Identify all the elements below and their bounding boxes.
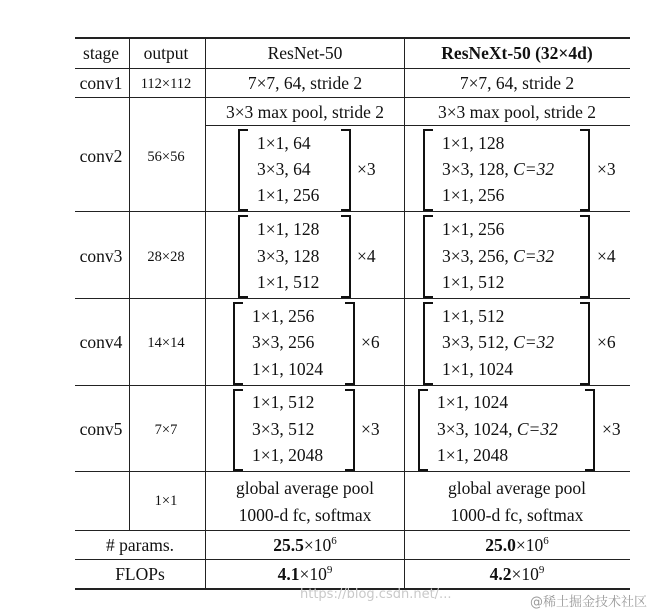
flops-resnet-unit: ×10 [299,564,327,584]
resnext-conv2-line1: 1×1, 128 [442,133,505,153]
flops-resnet-exponent: 9 [326,564,333,576]
rule-pool [205,125,630,126]
flops-resnext-exponent: 9 [538,564,545,576]
resnet-conv2-line2: 3×3, 64 [257,159,311,179]
bracket-left [238,215,248,298]
bracket-left [423,215,433,298]
bracket-right [585,389,595,471]
resnext-conv1: 7×7, 64, stride 2 [459,73,575,93]
resnet-conv2-line1: 1×1, 64 [257,133,311,153]
resnext-conv2-line2-text: 3×3, 128, [442,159,514,179]
flops-resnext [490,564,545,587]
params-resnext-value: 25.0 [485,535,516,555]
resnext-conv3-line1: 1×1, 256 [442,219,505,239]
resnext-conv4-line1: 1×1, 512 [442,306,505,326]
stage-conv5: conv5 [79,419,123,439]
stage-conv4: conv4 [79,332,123,352]
params-resnet [273,535,337,558]
col-rule-resnet [404,37,405,588]
rule-conv2 [75,211,630,212]
resnext-conv5-line2 [437,419,558,439]
resnext-conv2-mult: ×3 [597,159,616,179]
resnext-conv3-mult: ×4 [597,246,616,266]
resnet-conv5-line2: 3×3, 512 [252,419,315,439]
rule-final [75,530,630,531]
resnet-conv1: 7×7, 64, stride 2 [247,73,363,93]
bracket-right [345,389,355,471]
resnet-conv2-mult: ×3 [357,159,376,179]
rule-params [75,559,630,560]
resnext-conv5-line3: 1×1, 2048 [437,445,509,465]
resnext-conv3-line2-text: 3×3, 256, [442,246,514,266]
bracket-left [418,389,428,471]
params-resnext [485,535,549,558]
resnet-conv2-line3: 1×1, 256 [257,185,320,205]
resnet-conv5-line3: 1×1, 2048 [252,445,324,465]
bracket-left [233,302,243,385]
params-resnet-exponent: 6 [331,535,337,547]
stage-conv2: conv2 [79,146,123,166]
resnext-conv5-line2-text: 3×3, 1024, [437,419,517,439]
output-final: 1×1 [154,493,178,509]
flops-resnet-value: 4.1 [277,564,300,584]
flops-label: FLOPs [115,564,165,584]
resnet-conv5-line1: 1×1, 512 [252,392,315,412]
header-stage: stage [83,43,119,63]
resnet-conv3-line2: 3×3, 128 [257,246,320,266]
col-rule-output [205,37,206,588]
flops-resnext-unit: ×10 [511,564,539,584]
params-resnet-value: 25.5 [273,535,304,555]
resnet-final-line1: global average pool [235,478,375,498]
resnext-conv3-line2 [442,246,554,266]
resnext-conv2-line2 [442,159,554,179]
resnext-conv4-line3: 1×1, 1024 [442,359,514,379]
bracket-right [580,302,590,385]
bracket-left [423,302,433,385]
rule-header [75,68,630,69]
cardinality: C=32 [516,419,558,439]
header-output: output [143,43,189,63]
watermark-url: https://blog.csdn.net/... [300,587,452,602]
resnext-final-line1: global average pool [447,478,587,498]
resnext-conv3-line3: 1×1, 512 [442,272,505,292]
params-resnext-unit: ×10 [515,535,544,555]
resnet-conv4-mult: ×6 [361,332,380,352]
resnext-conv4-line2-text: 3×3, 512, [442,332,514,352]
output-conv1: 112×112 [140,76,192,92]
bracket-right [580,215,590,298]
params-label: # params. [105,535,175,555]
pool-resnext: 3×3 max pool, stride 2 [437,102,597,122]
rule-conv3 [75,298,630,299]
cardinality: C=32 [513,332,555,352]
bracket-left [233,389,243,471]
rule-top [75,37,630,39]
watermark-brand: @稀土掘金技术社区 [530,595,648,610]
resnet-conv5-mult: ×3 [361,419,380,439]
pool-resnet: 3×3 max pool, stride 2 [225,102,385,122]
resnext-final-line2: 1000-d fc, softmax [450,505,584,525]
resnet-conv3-mult: ×4 [357,246,376,266]
output-conv4: 14×14 [147,335,185,351]
flops-resnext-value: 4.2 [489,564,512,584]
stage-conv1: conv1 [79,73,123,93]
resnet-final-line2: 1000-d fc, softmax [238,505,372,525]
output-conv3: 28×28 [147,249,185,265]
resnext-conv5-mult: ×3 [602,419,621,439]
resnext-conv4-mult: ×6 [597,332,616,352]
flops-resnet [278,564,333,587]
params-resnext-exponent: 6 [543,535,549,547]
resnet-conv4-line3: 1×1, 1024 [252,359,324,379]
rule-conv4 [75,385,630,386]
output-conv2: 56×56 [147,149,185,165]
params-resnet-unit: ×10 [303,535,332,555]
cardinality: C=32 [513,246,555,266]
bracket-left [238,129,248,211]
bracket-left [423,129,433,211]
header-resnext: ResNeXt-50 (32×4d) [441,43,593,63]
stage-conv3: conv3 [79,246,123,266]
bracket-right [341,129,351,211]
bracket-right [345,302,355,385]
output-conv5: 7×7 [154,422,178,438]
resnet-conv4-line1: 1×1, 256 [252,306,315,326]
resnext-conv2-line3: 1×1, 256 [442,185,505,205]
header-resnet: ResNet-50 [267,43,343,63]
bracket-right [580,129,590,211]
rule-conv5 [75,471,630,472]
rule-conv1 [75,97,630,98]
bracket-right [341,215,351,298]
resnet-conv3-line1: 1×1, 128 [257,219,320,239]
col-rule-stage [129,37,130,530]
resnext-conv5-line1: 1×1, 1024 [437,392,509,412]
resnet-conv4-line2: 3×3, 256 [252,332,315,352]
resnext-conv4-line2 [442,332,554,352]
cardinality: C=32 [513,159,555,179]
resnet-conv3-line3: 1×1, 512 [257,272,320,292]
